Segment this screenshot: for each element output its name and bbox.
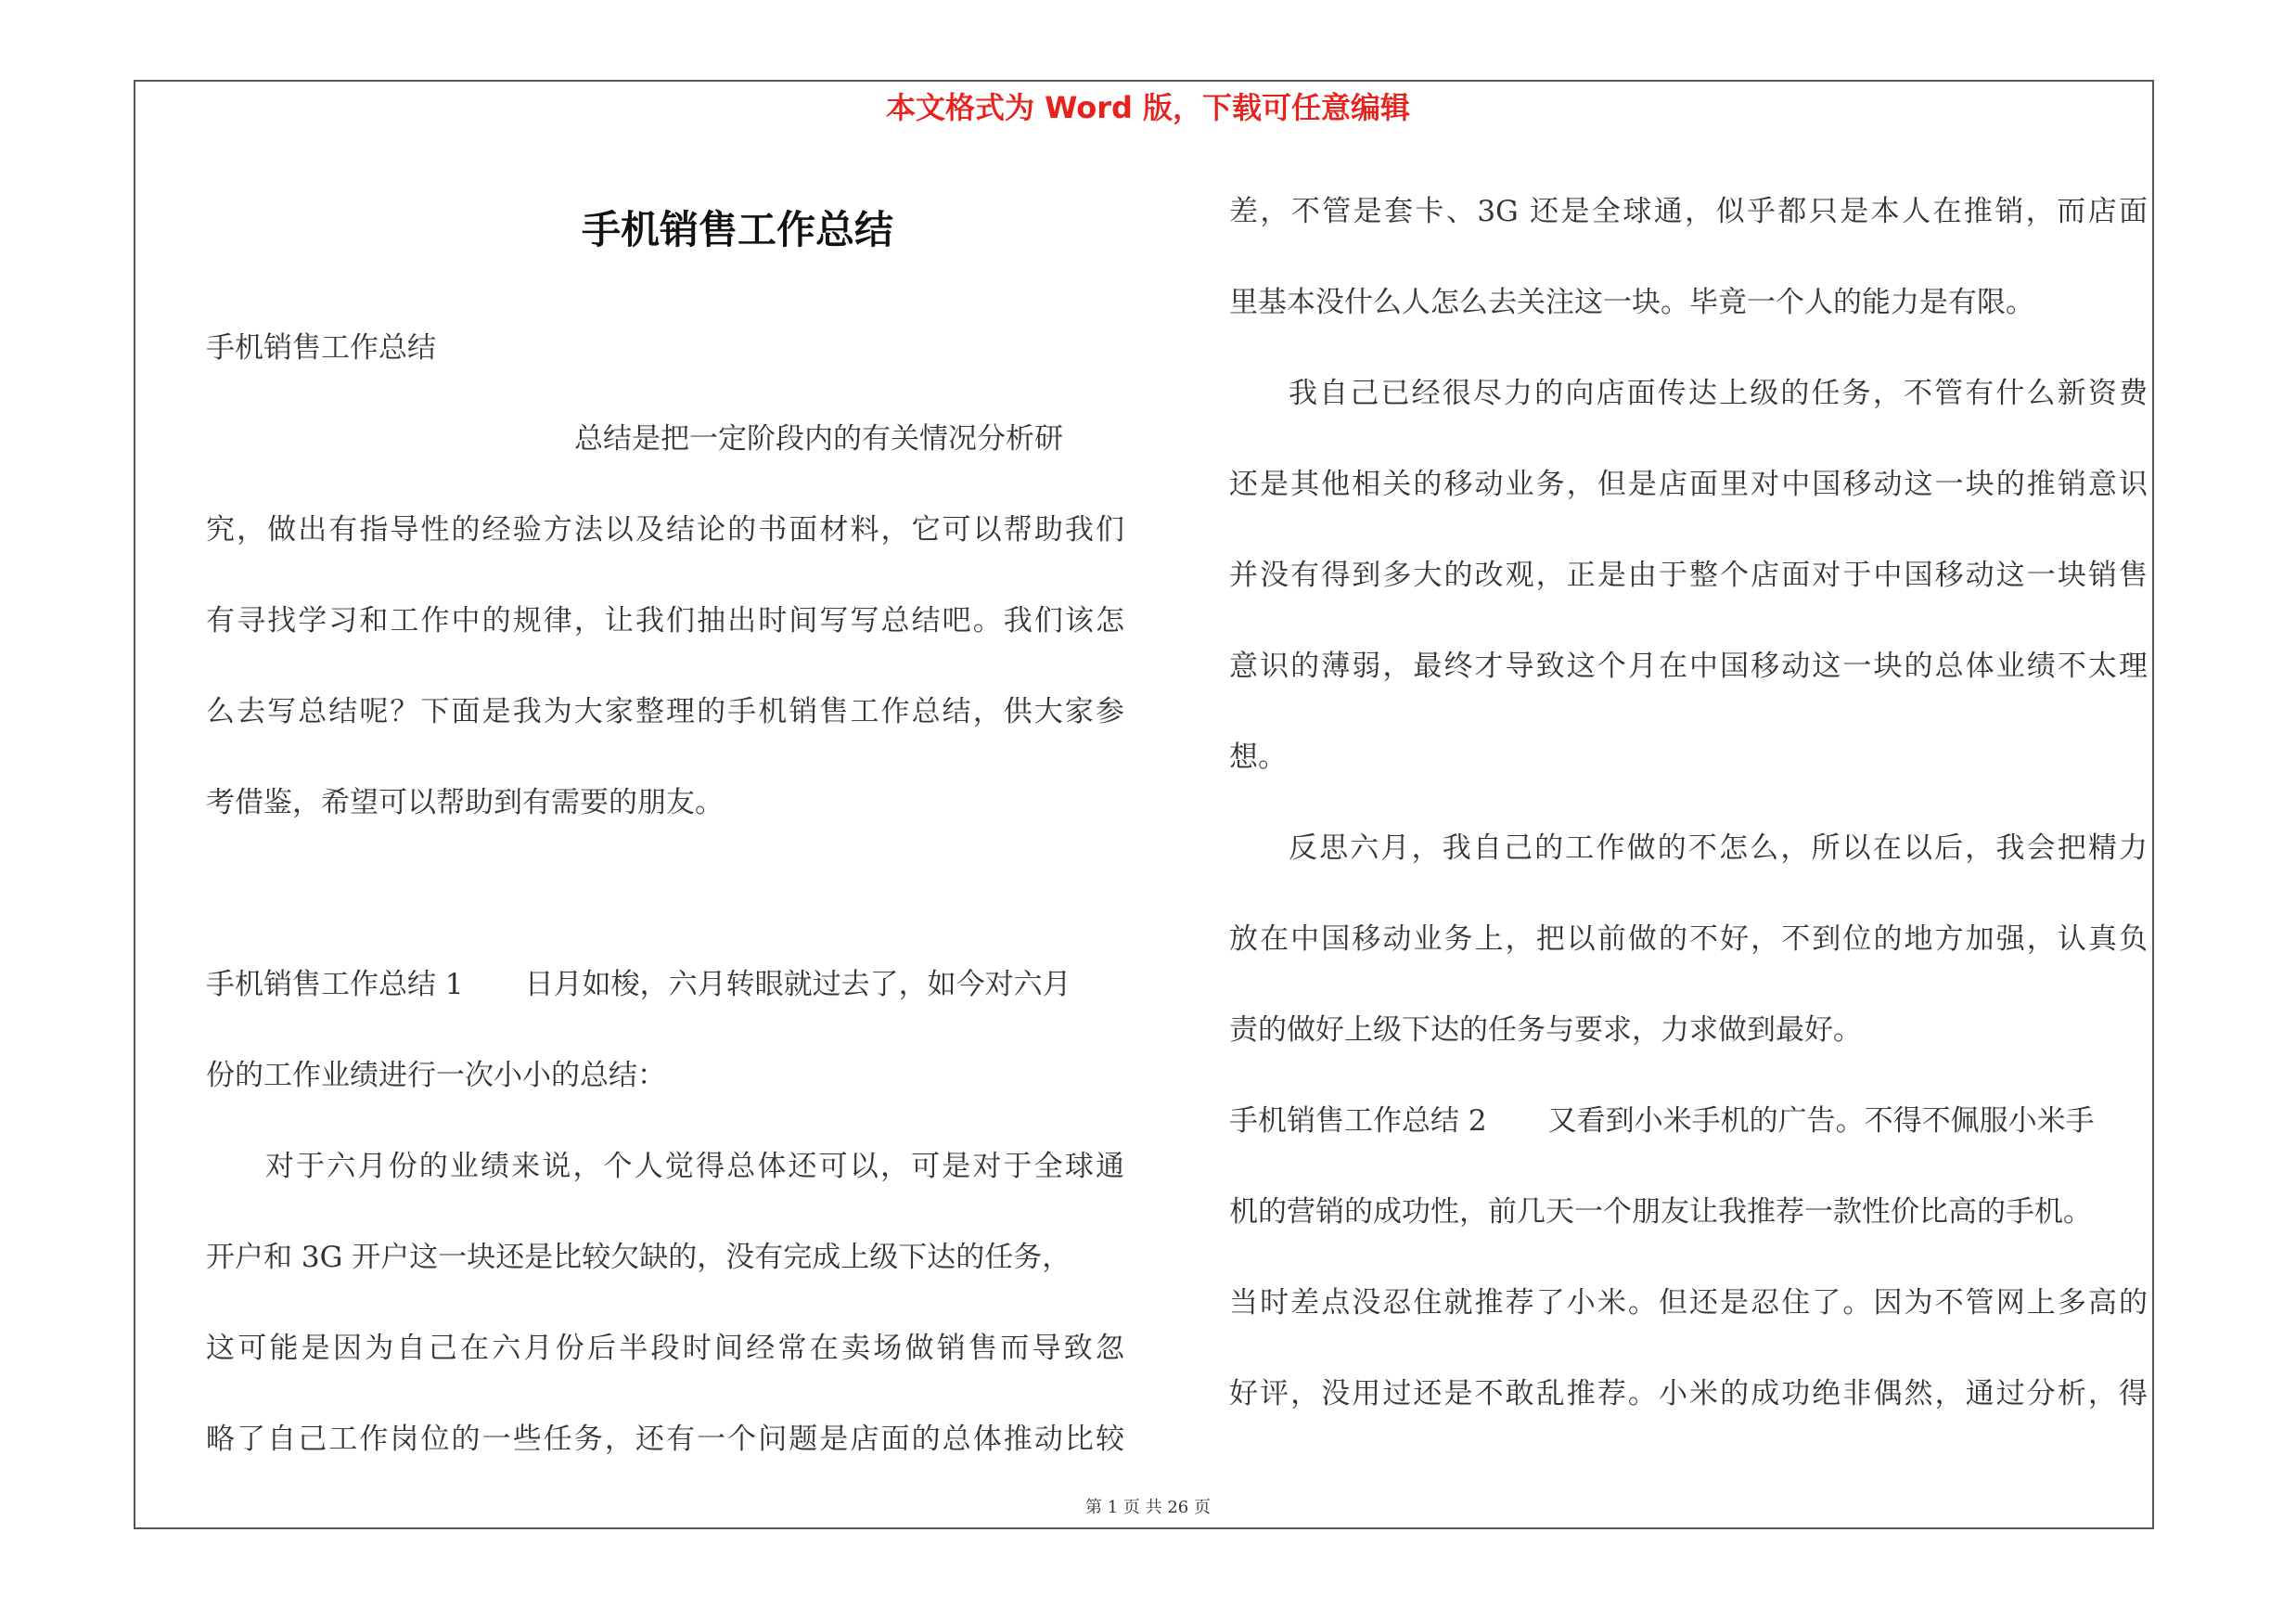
body-line: 责的做好上级下达的任务与要求，力求做到最好。 <box>1229 1013 1862 1047</box>
body-line: 想。 <box>1229 741 1287 774</box>
section-1-line: 这可能是因为自己在六月份后半段时间经常在卖场做销售而导致忽 <box>206 1332 1124 1365</box>
body-line: 并没有得到多大的改观，正是由于整个店面对于中国移动这一块销售 <box>1229 559 2148 592</box>
body-line: 意识的薄弱，最终才导致这个月在中国移动这一块的总体业绩不太理 <box>1229 650 2148 683</box>
intro-line: 么去写总结呢？下面是我为大家整理的手机销售工作总结，供大家参 <box>206 695 1124 728</box>
body-line: 我自己已经很尽力的向店面传达上级的任务，不管有什么新资费 <box>1289 377 2148 410</box>
intro-line: 究，做出有指导性的经验方法以及结论的书面材料，它可以帮助我们 <box>206 513 1124 547</box>
section-1-line: 略了自己工作岗位的一些任务，还有一个问题是店面的总体推动比较 <box>206 1423 1124 1456</box>
left-column <box>206 303 1124 1485</box>
right-column <box>1229 166 2148 1439</box>
section-1-line: 开户和 3G 开户这一块还是比较欠缺的，没有完成上级下达的任务， <box>206 1241 1071 1274</box>
body-line: 还是其他相关的移动业务，但是店面里对中国移动这一块的推销意识 <box>1229 468 2148 501</box>
body-line: 里基本没什么人怎么去关注这一块。毕竟一个人的能力是有限。 <box>1229 286 2034 319</box>
page-footer: 第 1 页 共 26 页 <box>1085 1498 1211 1517</box>
body-line: 差，不管是套卡、3G 还是全球通，似乎都只是本人在推销，而店面 <box>1229 195 2148 228</box>
section-1-first-line <box>206 939 1124 1030</box>
section-2-heading: 手机销售工作总结 2 <box>1229 1104 1487 1138</box>
intro-line: 考借鉴，希望可以帮助到有需要的朋友。 <box>206 786 724 819</box>
document-title: 手机销售工作总结 <box>581 207 893 252</box>
paragraph-gap <box>206 848 1124 939</box>
section-1-heading: 手机销售工作总结 1 <box>206 968 464 1001</box>
section-1-line: 份的工作业绩进行一次小小的总结： <box>206 1059 666 1092</box>
body-line: 放在中国移动业务上，把以前做的不好，不到位的地方加强，认真负 <box>1229 922 2148 956</box>
section-2-line: 当时差点没忍住就推荐了小米。但还是忍住了。因为不管网上多高的 <box>1229 1286 2148 1320</box>
intro-line: 总结是把一定阶段内的有关情况分析研 <box>574 422 1063 456</box>
section-1-line: 对于六月份的业绩来说，个人觉得总体还可以，可是对于全球通 <box>265 1150 1124 1183</box>
format-banner: 本文格式为 Word 版，下载可任意编辑 <box>885 90 1411 125</box>
body-line: 反思六月，我自己的工作做的不怎么，所以在以后，我会把精力 <box>1289 831 2148 865</box>
section-2-line: 机的营销的成功性，前几天一个朋友让我推荐一款性价比高的手机。 <box>1229 1195 2092 1229</box>
section-2-first-line <box>1229 1076 2148 1166</box>
section-1-text: 日月如梭，六月转眼就过去了，如今对六月 <box>524 968 1071 1001</box>
intro-line: 有寻找学习和工作中的规律，让我们抽出时间写写总结吧。我们该怎 <box>206 604 1124 638</box>
section-2-line: 好评，没用过还是不敢乱推荐。小米的成功绝非偶然，通过分析，得 <box>1229 1377 2148 1410</box>
section-2-text: 又看到小米手机的广告。不得不佩服小米手 <box>1547 1104 2095 1138</box>
subtitle: 手机销售工作总结 <box>206 331 436 365</box>
